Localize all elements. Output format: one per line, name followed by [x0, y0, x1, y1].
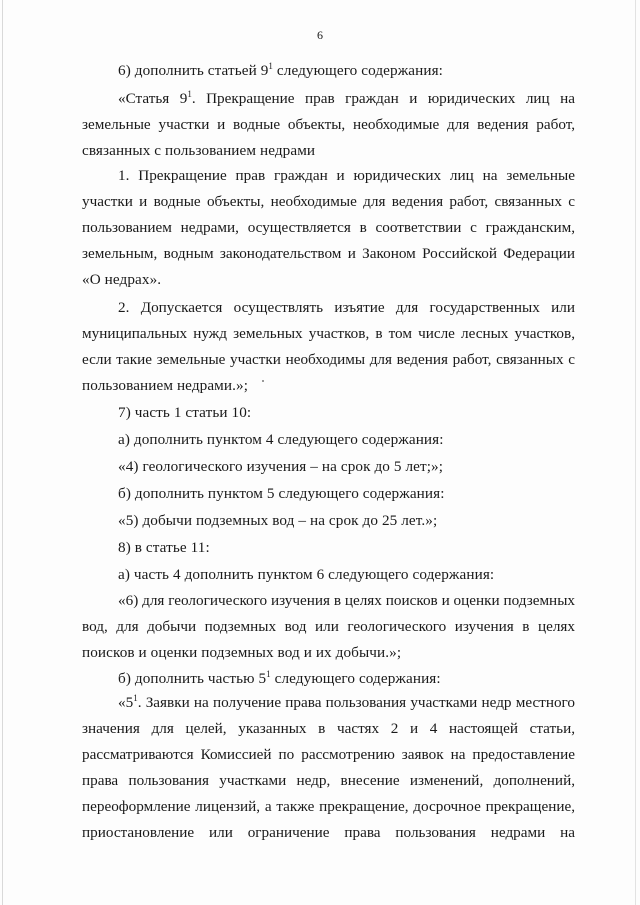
clause-1-line-4: земельным, водным законодательством и Законом Российской Федерации — [82, 245, 575, 262]
article-heading-line-3: связанных с пользованием недрами — [82, 142, 316, 159]
paragraph-item-7: 7) часть 1 статьи 10: — [118, 404, 252, 421]
scan-speck — [262, 380, 264, 382]
scan-edge-left — [2, 0, 3, 905]
item-7a-text: «4) геологического изучения – на срок до 5 лет;»; — [118, 458, 444, 475]
part-5-1-line-1: «$5^1$. Заявки на получение права пользования участками недр местного — [118, 693, 575, 711]
item-8a: а) часть 4 дополнить пунктом 6 следующего содержания: — [118, 566, 495, 583]
clause-2-line-1: 2. Допускается осуществлять изъятие для государственных или — [118, 299, 575, 316]
paragraph-item-6: 6) дополнить статьей $9^1$ следующего содержания: — [118, 61, 443, 79]
article-heading-line-2: земельные участки и водные объекты, необходимые для ведения работ, — [82, 116, 575, 133]
clause-1-line-3: пользованием недрами, осуществляется в соответствии с гражданским, — [82, 219, 575, 236]
scan-edge-right — [635, 0, 636, 905]
page-number: 6 — [317, 28, 323, 42]
part-5-1-line-3: рассматриваются Комиссией по рассмотрению заявок на предоставление — [82, 746, 575, 763]
item-8b: б) дополнить частью $5^1$ следующего содержания: — [118, 669, 441, 687]
clause-1-line-1: 1. Прекращение прав граждан и юридических лиц на земельные — [118, 167, 575, 184]
item-7b-text: «5) добычи подземных вод – на срок до 25 лет.»; — [118, 512, 438, 529]
paragraph-item-8: 8) в статье 11: — [118, 539, 210, 556]
clause-2-line-2: муниципальных нужд земельных участков, в том числе лесных участков, — [82, 325, 575, 342]
article-heading-line-1: «Статья $9^1$. Прекращение прав граждан и юридических лиц на — [118, 89, 575, 107]
part-5-1-line-4: права пользования участками недр, внесение изменений, дополнений, — [82, 772, 575, 789]
item-8a-text-line-3: поисков и оценки подземных вод и их добычи.»; — [82, 644, 402, 661]
item-8a-text-line-2: вод, для добычи подземных вод или геологического изучения в целях — [82, 618, 575, 635]
clause-1-line-5: «О недрах». — [82, 271, 162, 288]
item-7b: б) дополнить пунктом 5 следующего содержания: — [118, 485, 445, 502]
clause-2-line-3: если такие земельные участки необходимы для ведения работ, связанных с — [82, 351, 575, 368]
item-8a-text-line-1: «6) для геологического изучения в целях поисков и оценки подземных — [118, 592, 575, 609]
part-5-1-line-6: приостановление или ограничение права пользования недрами на — [82, 824, 575, 841]
part-5-1-line-5: переоформление лицензий, а также прекращение, досрочное прекращение, — [82, 798, 575, 815]
part-5-1-line-2: значения для целей, указанных в частях 2 и 4 настоящей статьи, — [82, 720, 575, 737]
clause-2-line-4: пользованием недрами.»; — [82, 377, 249, 394]
item-7a: а) дополнить пунктом 4 следующего содержания: — [118, 431, 444, 448]
clause-1-line-2: участки и водные объекты, необходимые для ведения работ, связанных с — [82, 193, 575, 210]
